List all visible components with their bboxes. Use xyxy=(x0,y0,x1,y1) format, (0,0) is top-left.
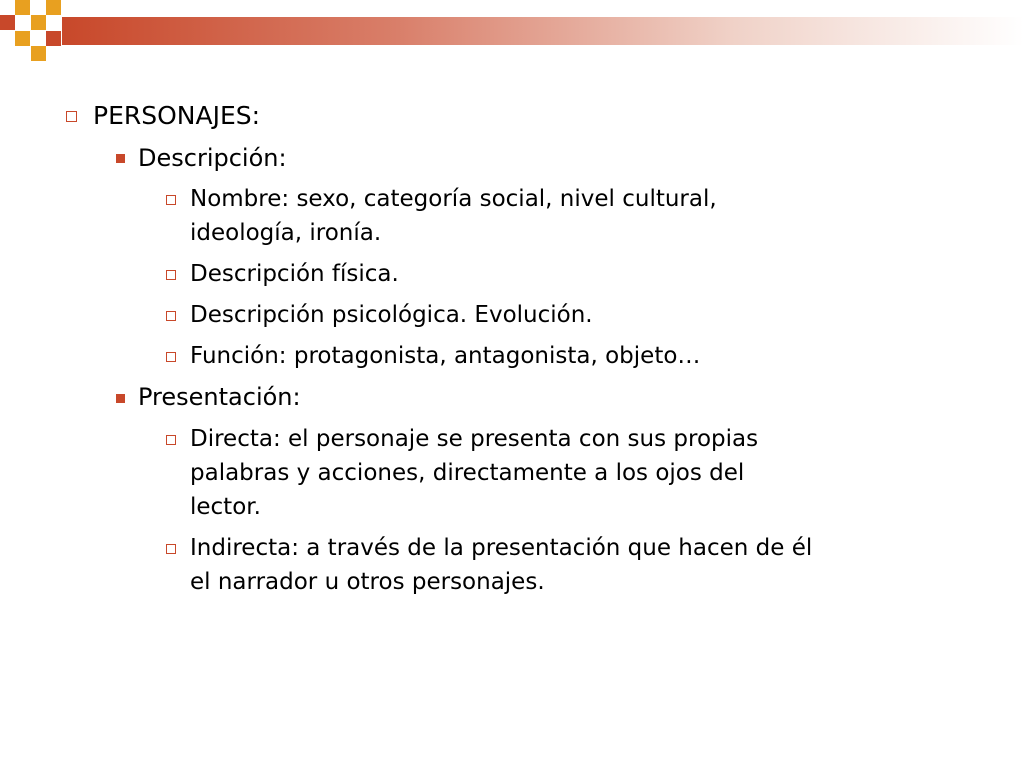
list-item-continuation: lector. xyxy=(190,494,261,520)
filled-square-bullet-icon xyxy=(116,394,125,403)
list-item: Indirecta: a través de la presentación que hacen de él xyxy=(190,535,813,561)
section-label-descripcion: Descripción: xyxy=(138,144,287,172)
list-item-continuation: el narrador u otros personajes. xyxy=(190,569,545,595)
hollow-square-bullet-icon xyxy=(166,435,176,445)
list-item-continuation: ideología, ironía. xyxy=(190,220,382,246)
hollow-square-bullet-icon xyxy=(166,311,176,321)
list-item-continuation: palabras y acciones, directamente a los ojos del xyxy=(190,460,745,486)
hollow-square-bullet-icon xyxy=(66,111,77,122)
hollow-square-bullet-icon xyxy=(166,270,176,280)
outline-heading: PERSONAJES: xyxy=(93,101,261,130)
list-item: Descripción física. xyxy=(190,261,399,287)
hollow-square-bullet-icon xyxy=(166,352,176,362)
list-item: Nombre: sexo, categoría social, nivel cultural, xyxy=(190,186,717,212)
section-label-presentacion: Presentación: xyxy=(138,383,301,411)
filled-square-bullet-icon xyxy=(116,154,125,163)
list-item: Descripción psicológica. Evolución. xyxy=(190,302,593,328)
hollow-square-bullet-icon xyxy=(166,544,176,554)
list-item: Directa: el personaje se presenta con sus propias xyxy=(190,426,759,452)
list-item: Función: protagonista, antagonista, objeto… xyxy=(190,343,701,369)
hollow-square-bullet-icon xyxy=(166,195,176,205)
